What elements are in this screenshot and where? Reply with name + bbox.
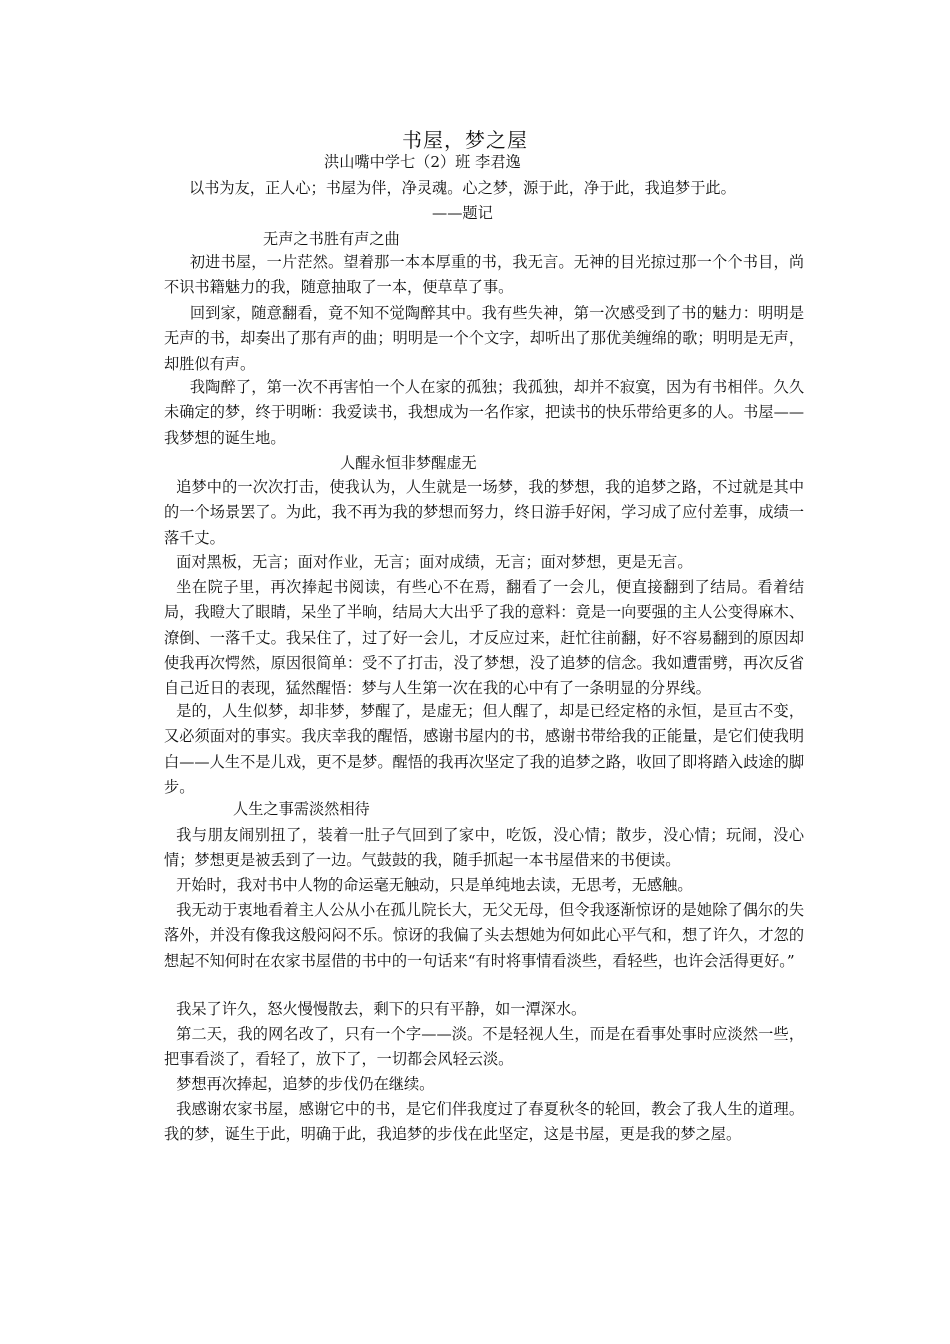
paragraph: 第二天，我的网名改了，只有一个字——淡。不是轻视人生，而是在看事处事时应淡然一些，把事看淡了，看轻了，放下了，一切都会风轻云淡。	[164, 1025, 804, 1069]
paragraph: 面对黑板，无言；面对作业，无言；面对成绩，无言；面对梦想，更是无言。	[176, 553, 693, 571]
paragraph: 梦想再次捧起，追梦的步伐仍在继续。	[176, 1075, 435, 1093]
epigraph: 以书为友，正人心；书屋为伴，净灵魂。心之梦，源于此，净于此，我追梦于此。	[189, 179, 736, 197]
paragraph: 回到家，随意翻看，竟不知不觉陶醉其中。我有些失神，第一次感受到了书的魅力：明明是无声的书，却奏出了那有声的曲；明明是一个个文字，却听出了那优美缠绵的歌；明明是无声，却胜似有声。	[164, 304, 804, 373]
section-heading: 无声之书胜有声之曲	[263, 230, 400, 248]
page-title: 书屋，梦之屋	[402, 128, 528, 152]
section-heading: 人生之事需淡然相待	[233, 800, 370, 818]
paragraph: 我呆了许久，怒火慢慢散去，剩下的只有平静，如一潭深水。	[176, 1000, 587, 1018]
paragraph: 我感谢农家书屋，感谢它中的书，是它们伴我度过了春夏秋冬的轮回，教会了我人生的道理。我的梦，诞生于此，明确于此，我追梦的步伐在此坚定，这是书屋，更是我的梦之屋。	[164, 1100, 804, 1144]
paragraph: 坐在院子里，再次捧起书阅读，有些心不在焉，翻看了一会儿，便直接翻到了结局。看着结局，我瞪大了眼睛，呆坐了半晌，结局大大出乎了我的意料：竟是一向要强的主人公变得麻木、潦倒、一落千丈。我呆住了，过了好一会儿，才反应过来，赶忙往前翻，好不容易翻到的原因却使我再次愕然，原因很简单：受不了打击，没了梦想，没了追梦的信念。我如遭雷劈，再次反省自己近日的表现，猛然醒悟：梦与人生第一次在我的心中有了一条明显的分界线。	[164, 578, 804, 698]
section-heading: 人醒永恒非梦醒虚无	[340, 454, 477, 472]
author-line: 洪山嘴中学七（2）班 李君逸	[324, 153, 521, 171]
epigraph-source: ——题记	[432, 204, 493, 222]
paragraph: 我陶醉了，第一次不再害怕一个人在家的孤独；我孤独，却并不寂寞，因为有书相伴。久久未确定的梦，终于明晰：我爱读书，我想成为一名作家，把读书的快乐带给更多的人。书屋——我梦想的诞生地。	[164, 378, 804, 447]
paragraph: 我与朋友闹别扭了，装着一肚子气回到了家中，吃饭，没心情；散步，没心情；玩闹，没心情；梦想更是被丢到了一边。气鼓鼓的我，随手抓起一本书屋借来的书便读。	[164, 826, 804, 870]
paragraph: 是的，人生似梦，却非梦，梦醒了，是虚无；但人醒了，却是已经定格的永恒，是亘古不变，又必须面对的事实。我庆幸我的醒悟，感谢书屋内的书，感谢书带给我的正能量，是它们使我明白——人生不是儿戏，更不是梦。醒悟的我再次坚定了我的追梦之路，收回了即将踏入歧途的脚步。	[164, 702, 804, 796]
paragraph: 我无动于衷地看着主人公从小在孤儿院长大，无父无母，但令我逐渐惊讶的是她除了偶尔的失落外，并没有像我这般闷闷不乐。惊讶的我偏了头去想她为何如此心平气和，想了许久，才忽的想起不知何时在农家书屋借的书中的一句话来“有时将事情看淡些，看轻些，也许会活得更好。”	[164, 901, 804, 970]
paragraph: 追梦中的一次次打击，使我认为，人生就是一场梦，我的梦想，我的追梦之路，不过就是其中的一个场景罢了。为此，我不再为我的梦想而努力，终日游手好闲，学习成了应付差事，成绩一落千丈。	[164, 478, 804, 547]
paragraph: 开始时，我对书中人物的命运毫无触动，只是单纯地去读，无思考，无感触。	[176, 876, 693, 894]
paragraph: 初进书屋，一片茫然。望着那一本本厚重的书，我无言。无神的目光掠过那一个个书目，尚不识书籍魅力的我，随意抽取了一本，便草草了事。	[164, 253, 804, 297]
